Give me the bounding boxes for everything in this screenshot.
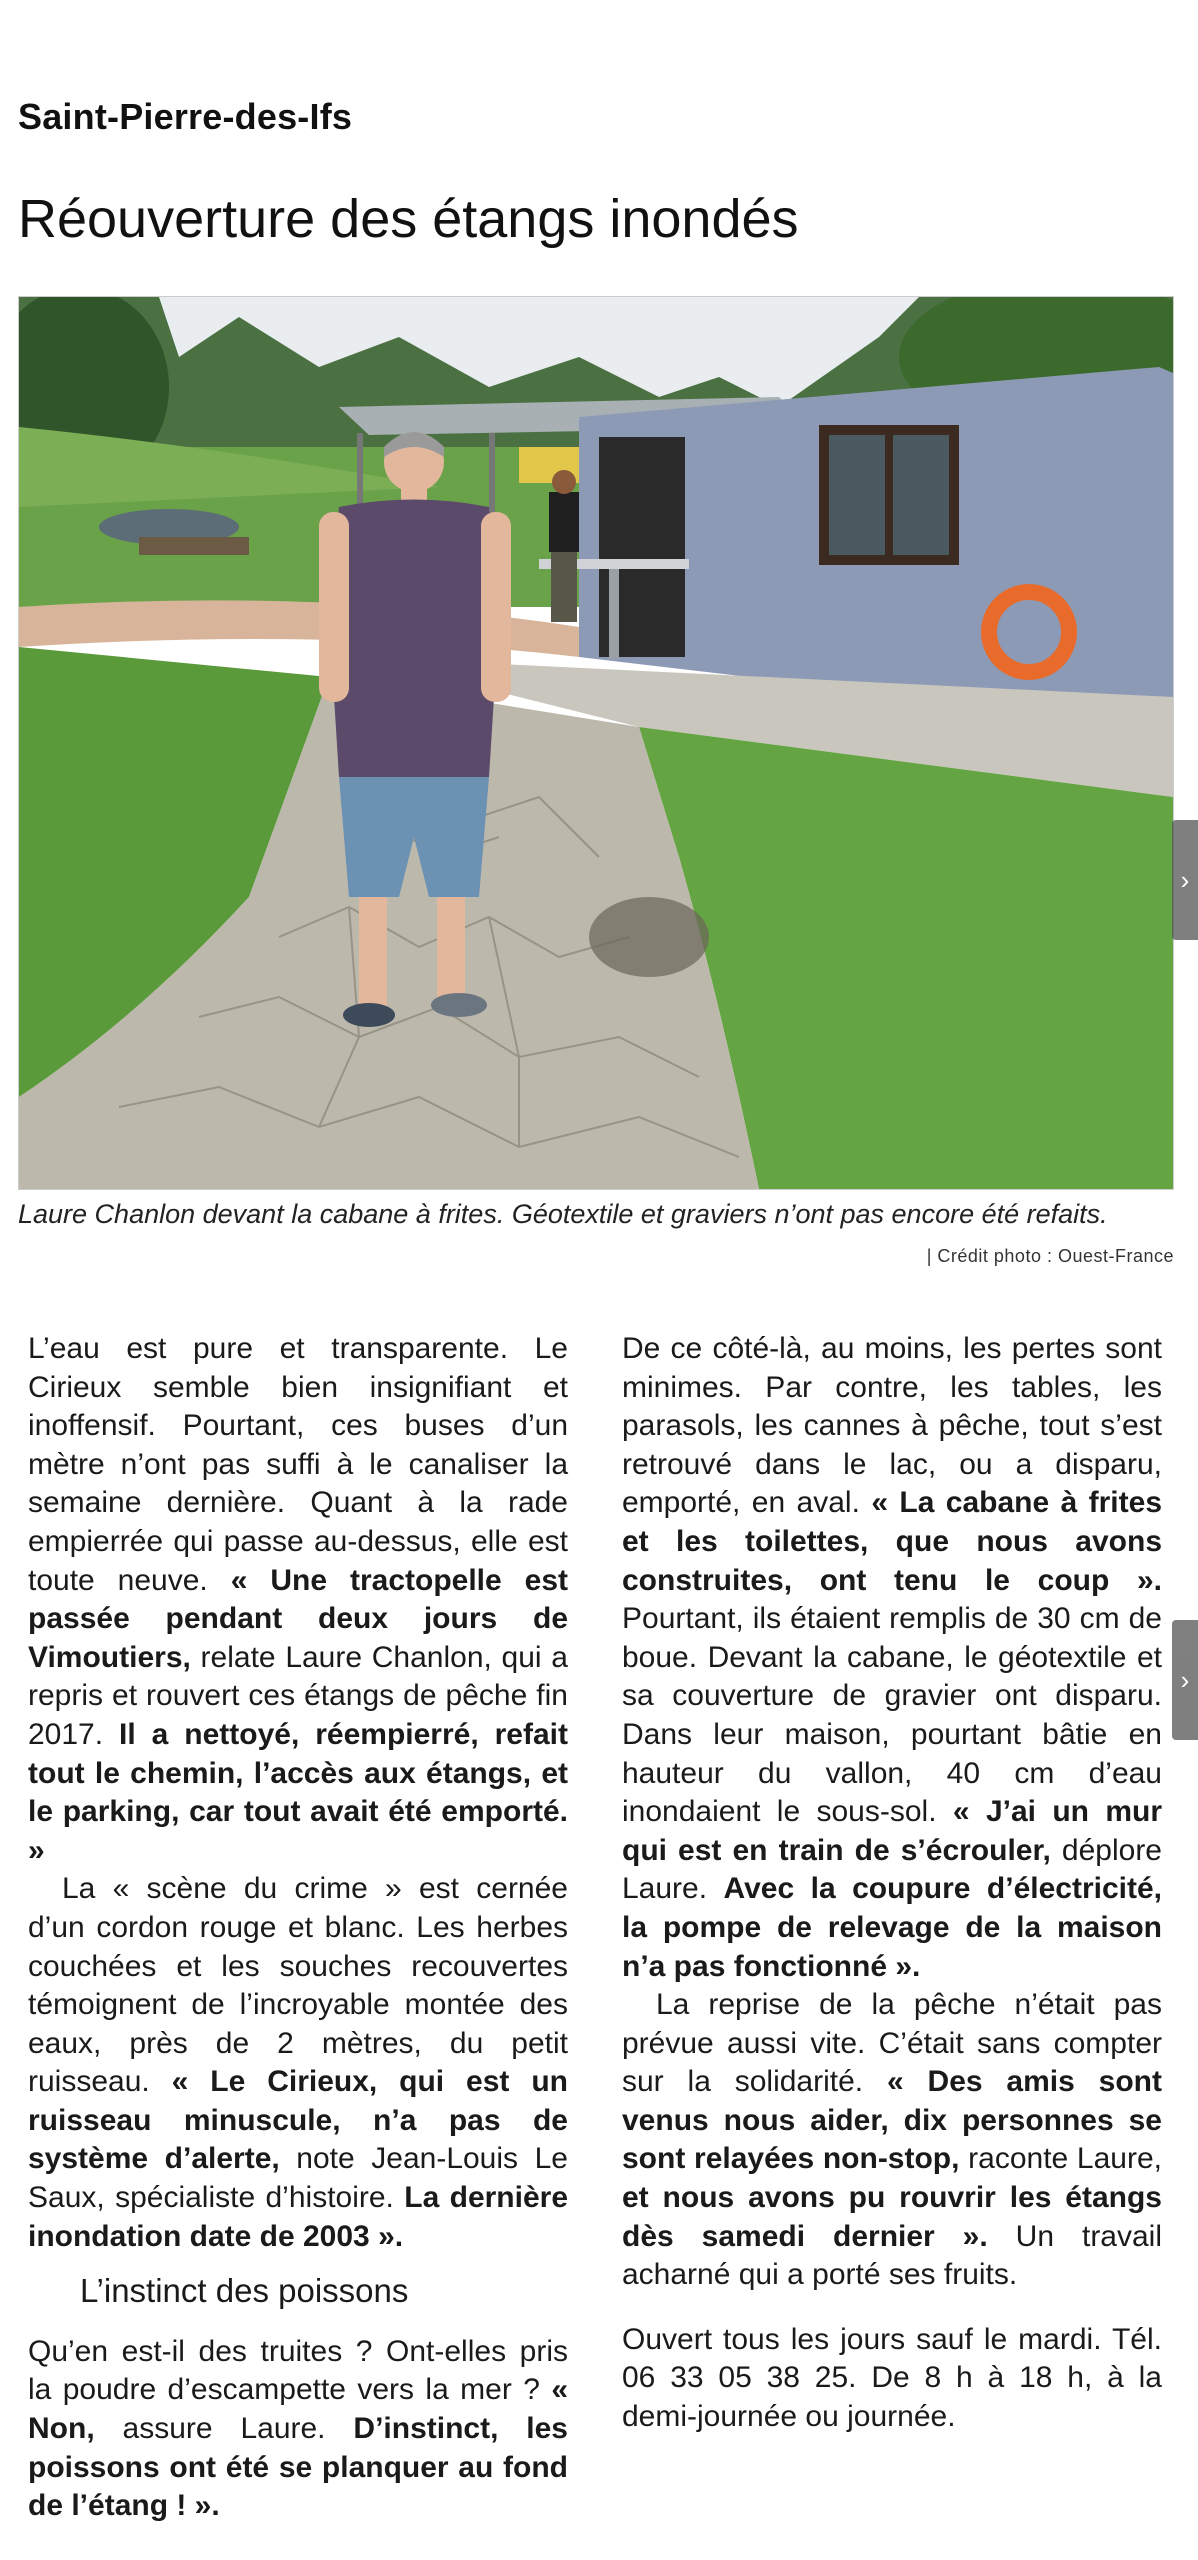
article-headline: Réouverture des étangs inondés <box>18 189 799 249</box>
next-arrow-button-lower[interactable] <box>1172 1620 1198 1740</box>
paragraph-3-continued: De ce côté-là, au moins, les pertes sont minimes. Par contre, les tables, les parasols, les cannes à pêche, tout s’est retrouvé dans le lac, ou a disparu, emporté, en aval. « La cabane à frites et les toilettes, que nous avons construites, ont tenu le coup ». Pourtant, ils étaient remplis de 30 cm de boue. Devant la cabane, le géotextile et sa couverture de gravier ont disparu. Dans leur maison, pourtant bâtie en hauteur du vallon, 40 cm d’eau inondaient le sous-sol. « J’ai un mur qui est en train de s’écrouler, déplore Laure. Avec la coupure d’électricité, la pompe de relevage de la maison n’a pas fonctionné ». <box>622 1332 1163 1983</box>
chevron-right-icon: › <box>1180 1664 1190 1695</box>
paragraph-2: La « scène du crime » est cernée d’un cordon rouge et blanc. Les herbes couchées et les souches recouvertes témoignent de l’incroyable montée des eaux, près de 2 mètres, du petit ruisseau. « Le Cirieux, qui est un ruisseau minuscule, n’a pas de système d’alerte, note Jean-Louis Le Saux, spécialiste d’histoire. La dernière inondation date de 2003 ». <box>28 1872 569 2253</box>
photo-caption: Laure Chanlon devant la cabane à frites. Géotextile et graviers n’ont pas encore été refaits. <box>18 1199 1108 1229</box>
next-arrow-button[interactable] <box>1172 820 1198 940</box>
article-kicker: Saint-Pierre-des-Ifs <box>18 96 353 137</box>
paragraph-4: La reprise de la pêche n’était pas prévue aussi vite. C’était sans compter sur la solidarité. « Des amis sont venus nous aider, dix personnes se sont relayées non-stop, raconte Laure, et nous avons pu rouvrir les étangs dès samedi dernier ». Un travail acharné qui a porté ses fruits. <box>622 1988 1163 2292</box>
paragraph-3-start: Qu’en est-il des truites ? Ont-elles pris la poudre d’escampette vers la mer ? « Non, assure Laure. D’instinct, les poissons ont été se planquer au fond de l’étang ! ». <box>28 2334 568 2523</box>
practical-info: Ouvert tous les jours sauf le mardi. Tél. 06 33 05 38 25. De 8 h à 18 h, à la demi-journée ou journée. <box>622 2322 1162 2434</box>
article-column-right <box>622 1330 1162 2437</box>
chevron-right-icon: › <box>1180 864 1190 895</box>
article-column-left <box>28 1330 568 2526</box>
photo-credit: | Crédit photo : Ouest-France <box>926 1246 1174 1266</box>
article-photo <box>18 296 1174 1190</box>
paragraph-1: L’eau est pure et transparente. Le Cirieux semble bien insignifiant et inoffensif. Pourtant, ces buses d’un mètre n’ont pas suffi à le canaliser la semaine dernière. Quant à la rade empierrée qui passe au-dessus, elle est toute neuve. « Une tractopelle est passée pendant deux jours de Vimoutiers, relate Laure Chanlon, qui a repris et rouvert ces étangs de pêche fin 2017. Il a nettoyé, réempierré, refait tout le chemin, l’accès aux étangs, et le parking, car tout avait été emporté. » <box>28 1332 569 1867</box>
subheading: L’instinct des poissons <box>80 2272 409 2310</box>
paragraph-gap <box>622 2295 1162 2321</box>
